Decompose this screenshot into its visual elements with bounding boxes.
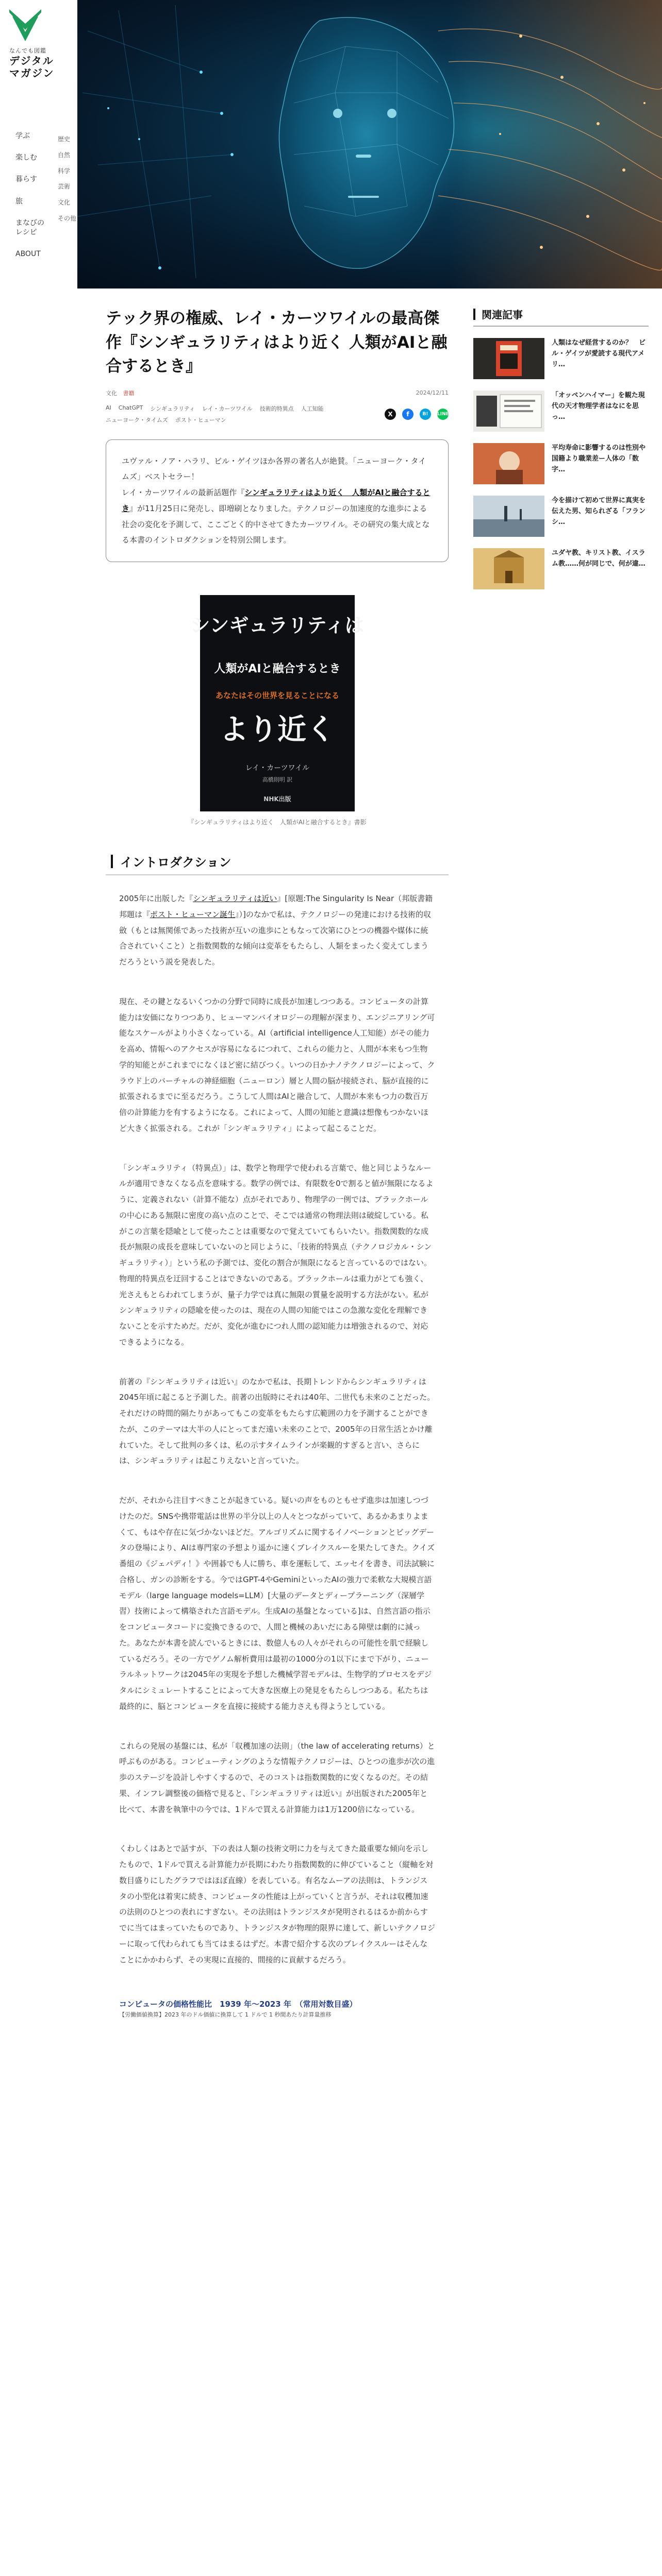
tag-list [106, 404, 374, 424]
hatena-bookmark-icon[interactable]: B! [420, 409, 431, 420]
body-text: 2005年に出版した『 [119, 894, 193, 903]
cover-translators: 高橋則明 訳 [262, 776, 292, 783]
related-title: ユダヤ教、キリスト教、イスラム教……何が同じで、何が違… [552, 549, 646, 568]
related-title: 関連記事 [482, 309, 523, 321]
article-category[interactable]: 書籍 [123, 389, 135, 397]
related-thumbnail [473, 548, 544, 589]
article-date: 2024/12/11 [416, 389, 449, 396]
related-item[interactable] [473, 496, 649, 537]
x-share-icon[interactable]: X [385, 409, 396, 420]
book-link-post-human[interactable]: ポスト・ヒューマン誕生 [150, 909, 236, 919]
related-thumbnail [473, 496, 544, 537]
lead-text-after: 』が11月25日に発売し、即増刷となりました。テクノロジーの加速度的な進歩による社会の変化を予測して、ここごとく的中させてきたカーツワイル。その研究の集大成となる本書のイントロダクションを特別公開します。 [122, 503, 430, 545]
ai-face-illustration [77, 0, 662, 289]
book-cover-image [190, 595, 365, 811]
tag[interactable]: ポスト・ヒューマン [175, 416, 226, 423]
related-title: 「オッペンハイマー」を観た現代の天才物理学者はなにを思っ… [552, 392, 645, 421]
related-item[interactable] [473, 443, 649, 484]
related-item[interactable] [473, 548, 649, 589]
chart-figure [106, 1998, 449, 2019]
tag[interactable]: ニューヨーク・タイムズ [106, 416, 168, 423]
heading-bar [111, 855, 113, 868]
tag[interactable]: 技術的特異点 [259, 405, 294, 412]
body-paragraph: 「シンギュラリティ（特異点）」は、数学と物理学で使われる言葉で、他と同じようなルールが適用できなくなる点を意味する。数学の例では、有限数を0で割ると値が無限になるように、定義されない（計算不能な）点がそれであり、物理学の一例では、ブラックホールの中心にある無限に密度の高い点のことで、そこでは通常の物理法則は破綻している。私がこの言葉を隠喩として使ったことは重要なので覚えていてもらいたい。指数関数的な成長が無限の成長を意味していないのと同じように、「技術的特異点（テクノロジカル・シンギュラリティ）」という私の予測では、変化の割合が無限になると言っているのではない。物理的特異点を迂回することはできないのである。ブラックホールは重力がとても強く、光さえもとらわれてしまうが、量子力学では真に無限の質量を説明する方法がない。私がシンギュラリティの隠喩を使ったのは、現在の人間の知能ではこの急激な変化を理解できないことを示すためだ。だが、変化が進むにつれ人間の認知能力は増強されるので、対応できるようになる。 [119, 1163, 434, 1347]
sub-nav [58, 135, 76, 230]
section-title: イントロダクション [120, 855, 231, 870]
book-cover-art [190, 595, 365, 811]
nav-item-enjoy[interactable]: 楽しむ [15, 154, 37, 162]
tag[interactable]: レイ・カーツワイル [202, 405, 253, 412]
cover-title-top: シンギュラリティは [190, 614, 365, 637]
book-link-singularity-near[interactable]: シンギュラリティは近い [193, 894, 277, 903]
logo-title-line2: マガジン [9, 67, 55, 79]
cover-title-bottom: より近く [219, 713, 335, 747]
related-thumbnail [473, 391, 544, 432]
article-meta [106, 389, 449, 397]
related-title: 平均寿命に影響するのは性別や国籍より職業差ー人体の「数字… [552, 444, 646, 473]
related-title: 人類はなぜ経営するのか？ ビル・ゲイツが愛読する現代アメリ… [552, 339, 646, 368]
body-paragraph: 前著の『シンギュラリティは近い』のなかで私は、長期トレンドからシンギュラリティは2045年頃に起こると予測した。前著の出版時にそれは40年、二世代も未来のことだった。それだけの時間的隔たりがあってもこの変革をもたらす広範囲の力を予測することができたが、このテーマは大半の人にとってまだ遠い未来のことで、2005年の日常生活とかけ離れていた。そして批判の多くは、私の示すタイムラインが楽観的すぎると言い、さらには、シンギュラリティは起こりえないと言っていた。 [119, 1377, 435, 1466]
tags-row [106, 404, 449, 424]
logo-title-line1: デジタル [9, 55, 54, 67]
cover-tagline: あなたはその世界を見ることになる [215, 691, 339, 700]
article-author[interactable]: 文化 [106, 389, 117, 397]
logo-subtitle: なんでも図鑑 [9, 47, 46, 54]
section-heading [106, 852, 449, 875]
nav-item-about[interactable]: ABOUT [15, 250, 41, 259]
body-text: 』）]のなかで私は、テクノロジーの発達における技術的収斂（もとは無関係であった技術が互いの進歩にともなって次第にひとつの機器や媒体に統合されていくこと）と指数関数的な傾向は変革をもたらし、人類をまったく変えてしまうだろうという説を発表した。 [119, 909, 431, 967]
article-body [106, 891, 449, 1968]
heading-bar [473, 309, 475, 320]
tag[interactable]: シンギュラリティ [150, 405, 195, 412]
related-item[interactable] [473, 338, 649, 379]
body-paragraph: だが、それから注目すべきことが起きている。疑いの声をものともせず進歩は加速しつづけたのだ。SNSや携帯電話は世界の半分以上の人々とつながっていて、あるかあまりよまくて、もはや存在に気づかないほどだ。アルゴリズムに関するイノベーションとビッグデータの登場により、AIは専門家の予想より遥かに速くブレイクスルーを果たしてきた。クイズ番組の《ジェパディ！》や囲碁でも人に勝ち、車を運転して、エッセイを書き、司法試験に合格し、ガンの診断をする。今ではGPT-4やGeminiといったAIの強力で柔軟な大規模言語モデル（large language models=LLM）[大量のデータとディープラーニング（深層学習）技術によって構築された言語モデル。生成AIの基盤となっている]は、自然言語の指示をコンピュータコードに変換できるので、人間と機械のあいだにある障壁は劇的に減った。あなたが本書を読んでいるときには、数億人もの人々がそれらの可能性を肌で経験しているだろう。その一方でゲノム解析費用は最初の1000分の1以下にまで下がり、ニューラルネットワークは2045年の実現を予想した機械学習モデルは、生物学的プロセスをデジタルにシミュレートすることによって大きな医療上の発見をもたらしつつある。私たちは最終的に、脳とコンピュータを直接に接続する能力さえも得ようとしている。 [119, 1496, 435, 1711]
related-title: 今を描けて初めて世界に真実を伝えた男、知られざる「フランシ… [552, 497, 646, 526]
subnav-item-science[interactable]: 科学 [58, 167, 71, 175]
lead-text-before: レイ・カーツワイルの最新話題作『 [122, 488, 245, 497]
nav-item-recipe[interactable]: まなびのレシピ [15, 218, 44, 236]
lead-paragraph-1: ユヴァル・ノア・ハラリ、ビル・ゲイツほか各界の著名人が絶賛。「ニューヨーク・タイムズ」ベストセラー！ [122, 456, 426, 482]
site-logo[interactable] [9, 9, 66, 79]
article-title: テック界の権威、レイ・カーツワイルの最高傑作『シンギュラリティはより近く 人類がAIと融合するとき』 [106, 309, 448, 376]
cover-caption: 『シンギュラリティはより近く 人類がAIと融合するとき』書影 [188, 819, 367, 826]
facebook-share-icon[interactable]: f [402, 409, 413, 420]
article [106, 307, 449, 2019]
subnav-item-other[interactable]: その他 [58, 214, 77, 222]
cover-publisher: NHK出版 [263, 795, 291, 803]
tag[interactable]: ChatGPT [118, 404, 143, 411]
share-buttons [385, 409, 449, 420]
hero-image [77, 0, 662, 289]
subnav-item-art[interactable]: 芸術 [58, 183, 71, 191]
related-thumbnail [473, 443, 544, 484]
nav-item-live[interactable]: 暮らす [15, 175, 37, 184]
lead-paragraph-2 [122, 485, 433, 548]
figure-title: コンピュータの価格性能比 1939 年〜2023 年 （常用対数目盛） [119, 1999, 357, 2009]
side-navigation [0, 0, 77, 309]
related-heading [473, 307, 649, 327]
book-cover-figure [106, 595, 449, 826]
related-thumbnail [473, 338, 544, 379]
lead-box [106, 439, 449, 563]
nav-item-travel[interactable]: 旅 [15, 197, 23, 206]
cover-author: レイ・カーツワイル [245, 764, 309, 772]
subnav-item-history[interactable]: 歴史 [58, 135, 71, 143]
tag[interactable]: AI [106, 404, 111, 411]
cover-subtitle: 人類がAIと融合するとき [213, 663, 341, 675]
subnav-item-culture[interactable]: 文化 [58, 199, 71, 207]
body-text: 』[原題:The Singularity Is Near（邦版書籍邦題は『 [119, 894, 433, 919]
body-paragraph: くわしくはあとで話すが、下の表は人類の技術文明に力を与えてきた最重要な傾向を示したもので、1ドルで買える計算能力が長期にわたり指数関数的に伸びていること（縦軸を対数目盛りにしたグラフではほぼ直線）を表している。有名なムーアの法則は、トランジスタの小型化は着実に続き、コンピュータの性能は上がっていくと言うが、それは収穫加速の法則のひとつの表れにすぎない。その法則はトランジスタが発明されるはるか前からすでに当てはまっていたものであり、トランジスタが物理的限界に達して、新しいテクノロジーに取って代わられても当てはまるはずだ。本書で紹介する次のブレイクスルーはそんなことにかかわらず、その実現に直接的、間接的に貢献するだろう。 [119, 1844, 435, 1964]
body-paragraph: 現在、その鍵となるいくつかの分野で同時に成長が加速しつつある。コンピュータの計算能力は安価になりつつあり、ヒューマンバイオロジーの理解が深まり、エンジニアリング可能なスケールがより小さくなっている。AI（artificial intelligence人工知能）がその能力を高め、情報へのアクセスが容易になるにつれて、これらの能力と、人間が本来もつ生物学的知能とがこれまでになくほど密に結びつく。いつの日かナノテクノロジーによって、クラウド上のバーチャルの神経細胞（ニューロン）層と人間の脳が接続され、脳が直接的に拡張されるまでに至るだろう。こうして人間はAIと融合して、人間が本来もつ力の数百万倍の計算能力を有するようになる。これによって、人間の知能と意識は想像もつかないほど大きく拡張される。これが「シンギュラリティ」によって起こることだ。 [119, 996, 435, 1133]
subnav-item-nature[interactable]: 自然 [58, 151, 71, 159]
logo-mark-icon [9, 9, 41, 41]
main-nav [15, 131, 46, 271]
nav-item-learn[interactable]: 学ぶ [15, 132, 30, 140]
tag[interactable]: 人工知能 [301, 405, 324, 412]
related-item[interactable] [473, 391, 649, 432]
body-paragraph [106, 891, 449, 970]
figure-subtitle: 【労働価値換算】2023 年のドル価値に換算して 1 ドルで 1 秒間あたり計算量推移 [119, 2011, 332, 2019]
line-share-icon[interactable]: LINE [437, 409, 449, 420]
body-paragraph: これらの発展の基盤には、私が「収穫加速の法則」（the law of accelerating returns）と呼ぶものがある。コンピューティングのような情報テクノロジーは、ひとつの進歩が次の進歩のステージを設計しやすくするので、そのコストは指数関数的に安くなるのだ。その結果、インフレ調整後の価格で見ると、『シンギュラリティは近い』が出版された2005年と比べて、本書を執筆中の今では、1ドルで買える計算能力は1万1200倍になっている。 [119, 1741, 435, 1814]
related-sidebar [473, 307, 649, 589]
book-link[interactable]: シンギュラリティはより近く 人類がAIと融合するとき [122, 488, 431, 513]
